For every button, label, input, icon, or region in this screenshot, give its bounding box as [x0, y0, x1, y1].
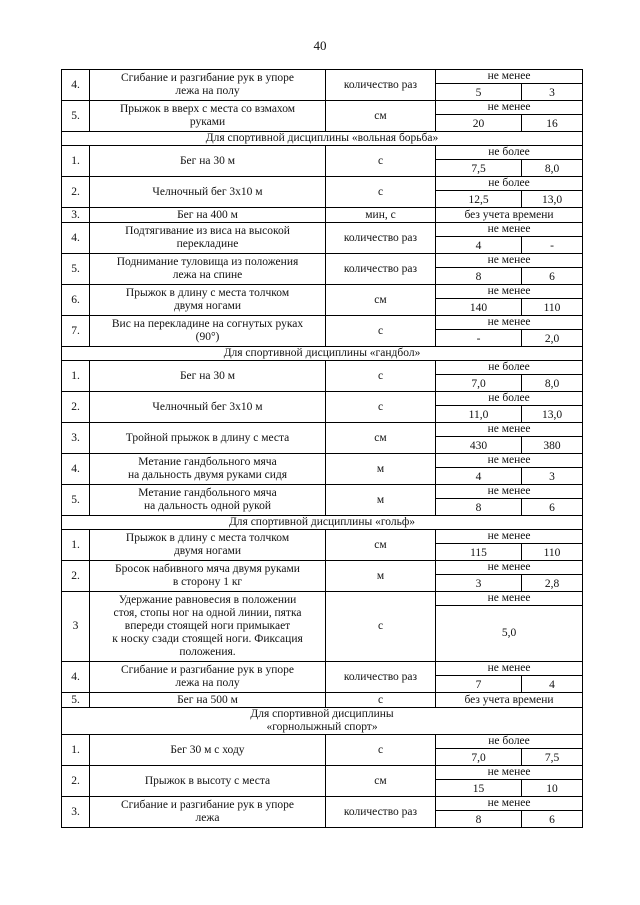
norm-value-girls: 6 — [522, 499, 583, 516]
norm-value-girls: 3 — [522, 84, 583, 101]
exercise-line: к носку сзади стоящей ноги. Фиксация — [112, 633, 303, 645]
row-number: 2. — [62, 392, 90, 423]
unit: с — [326, 316, 436, 347]
table-row — [62, 361, 583, 375]
section-title-text: Для спортивной дисциплины «гольф» — [228, 516, 416, 528]
row-number: 6. — [62, 285, 90, 316]
norm-value-boys: 12,5 — [436, 191, 522, 208]
exercise-line: Метание гандбольного мяча — [138, 487, 277, 499]
norm-condition: не более — [436, 177, 583, 191]
exercise-line: Удержание равновесия в положении — [118, 594, 297, 606]
norm-value-girls: 16 — [522, 115, 583, 132]
unit: см — [326, 423, 436, 454]
exercise-line: Челночный бег 3x10 м — [152, 400, 263, 413]
table-row — [62, 316, 583, 330]
row-number: 7. — [62, 316, 90, 347]
section-title-text: Для спортивной дисциплины «гандбол» — [223, 347, 421, 359]
row-number: 5. — [62, 485, 90, 516]
exercise-line: лежа на полу — [175, 677, 240, 689]
unit: с — [326, 392, 436, 423]
norm-value-girls: - — [522, 237, 583, 254]
norm-value-girls: 2,8 — [522, 575, 583, 592]
norm-value-girls: 13,0 — [522, 406, 583, 423]
norm-condition: не менее — [436, 223, 583, 237]
exercise-line: на дальность двумя руками сидя — [127, 469, 288, 481]
section-header-row — [62, 516, 583, 530]
row-number: 2. — [62, 177, 90, 208]
exercise-line: на дальность одной рукой — [143, 500, 272, 512]
norm-value-boys: 11,0 — [436, 406, 522, 423]
table-row — [62, 485, 583, 499]
exercise-line: лежа — [195, 812, 220, 824]
unit: м — [326, 454, 436, 485]
norm-value-girls: 6 — [522, 811, 583, 828]
exercise-name — [90, 285, 326, 316]
norm-condition: не менее — [436, 561, 583, 575]
norm-condition: не менее — [436, 316, 583, 330]
norm-condition: не менее — [436, 423, 583, 437]
norm-value-girls: 6 — [522, 268, 583, 285]
norm-condition: не менее — [436, 530, 583, 544]
page-number: 40 — [313, 38, 327, 53]
exercise-line: Прыжок в высоту с места — [144, 774, 271, 787]
exercise-name — [90, 208, 326, 223]
row-number: 1. — [62, 530, 90, 561]
exercise-name — [90, 146, 326, 177]
norm-value-boys: 115 — [436, 544, 522, 561]
norm-value-boys: 140 — [436, 299, 522, 316]
exercise-name — [90, 485, 326, 516]
unit: количество раз — [326, 70, 436, 101]
row-number: 1. — [62, 735, 90, 766]
exercise-line: (90°) — [195, 331, 220, 343]
section-title — [62, 708, 583, 735]
table-row — [62, 70, 583, 84]
norm-value-girls: 3 — [522, 468, 583, 485]
exercise-line: Бросок набивного мяча двумя руками — [115, 563, 300, 575]
table-row — [62, 146, 583, 160]
unit: количество раз — [326, 797, 436, 828]
norm-condition: не более — [436, 735, 583, 749]
section-header-row — [62, 132, 583, 146]
norm-value-boys: 4 — [436, 468, 522, 485]
table-row — [62, 693, 583, 708]
norm-condition: не более — [436, 146, 583, 160]
unit: см — [326, 101, 436, 132]
exercise-line: двумя ногами — [173, 300, 242, 312]
exercise-name — [90, 766, 326, 797]
row-number: 1. — [62, 146, 90, 177]
unit: см — [326, 766, 436, 797]
norm-condition: не менее — [436, 70, 583, 84]
norm-note: без учета времени — [436, 693, 583, 708]
exercise-line: Метание гандбольного мяча — [138, 456, 277, 468]
exercise-name — [90, 561, 326, 592]
exercise-name — [90, 423, 326, 454]
table-row — [62, 530, 583, 544]
table-row — [62, 392, 583, 406]
exercise-line: перекладине — [176, 238, 239, 250]
exercise-name — [90, 223, 326, 254]
section-title — [62, 347, 583, 361]
norms-table — [61, 69, 583, 828]
table-row — [62, 592, 583, 606]
exercise-line: двумя ногами — [173, 545, 242, 557]
exercise-line: Прыжок в длину с места толчком — [125, 287, 290, 299]
norm-value-boys: 20 — [436, 115, 522, 132]
table-row — [62, 177, 583, 191]
row-number: 5. — [62, 254, 90, 285]
row-number: 5. — [62, 101, 90, 132]
unit: количество раз — [326, 254, 436, 285]
exercise-line: руками — [189, 116, 226, 128]
norm-value-boys: 7,5 — [436, 160, 522, 177]
exercise-name — [90, 177, 326, 208]
table-row — [62, 561, 583, 575]
norm-condition: не менее — [436, 485, 583, 499]
unit: с — [326, 693, 436, 708]
norm-value-boys: 15 — [436, 780, 522, 797]
row-number: 3. — [62, 423, 90, 454]
table-row — [62, 797, 583, 811]
unit: мин, с — [326, 208, 436, 223]
exercise-name — [90, 392, 326, 423]
unit: м — [326, 561, 436, 592]
exercise-line: Сгибание и разгибание рук в упоре — [121, 799, 294, 811]
norm-value-boys: 8 — [436, 499, 522, 516]
norm-value-boys: - — [436, 330, 522, 347]
norm-condition: не менее — [436, 454, 583, 468]
exercise-name — [90, 101, 326, 132]
exercise-line: Вис на перекладине на согнутых руках — [111, 318, 304, 330]
norm-value-girls: 13,0 — [522, 191, 583, 208]
unit: с — [326, 177, 436, 208]
exercise-line: Поднимание туловища из положения — [116, 256, 299, 268]
exercise-name — [90, 797, 326, 828]
table-row — [62, 101, 583, 115]
unit: см — [326, 530, 436, 561]
exercise-name — [90, 530, 326, 561]
exercise-line: Подтягивание из виса на высокой — [125, 225, 290, 237]
table-row — [62, 423, 583, 437]
row-number: 3. — [62, 208, 90, 223]
exercise-line: Бег на 500 м — [177, 693, 238, 706]
norm-condition: не менее — [436, 285, 583, 299]
norm-condition: не менее — [436, 766, 583, 780]
exercise-line: в сторону 1 кг — [172, 576, 243, 588]
norm-value-boys: 7,0 — [436, 375, 522, 392]
norm-value-boys: 7,0 — [436, 749, 522, 766]
section-title — [62, 132, 583, 146]
unit: количество раз — [326, 662, 436, 693]
exercise-line: впереди стоящей ноги примыкает — [124, 620, 291, 632]
norm-value-girls: 2,0 — [522, 330, 583, 347]
norm-condition: не менее — [436, 662, 583, 676]
norm-value-boys: 3 — [436, 575, 522, 592]
row-number: 4. — [62, 662, 90, 693]
section-title-text: «горнолыжный спорт» — [266, 721, 378, 733]
exercise-line: Челночный бег 3x10 м — [152, 185, 263, 198]
exercise-line: Бег 30 м с ходу — [170, 743, 245, 756]
norm-value-girls: 8,0 — [522, 375, 583, 392]
exercise-name — [90, 592, 326, 662]
exercise-name — [90, 316, 326, 347]
norm-value-girls: 380 — [522, 437, 583, 454]
unit: с — [326, 361, 436, 392]
exercise-name — [90, 693, 326, 708]
norm-value-boys: 430 — [436, 437, 522, 454]
table-row — [62, 285, 583, 299]
table-row — [62, 662, 583, 676]
table-row — [62, 223, 583, 237]
unit: см — [326, 285, 436, 316]
exercise-name — [90, 361, 326, 392]
row-number: 1. — [62, 361, 90, 392]
unit: с — [326, 146, 436, 177]
row-number: 2. — [62, 766, 90, 797]
table-row — [62, 735, 583, 749]
exercise-name — [90, 70, 326, 101]
norm-condition: не более — [436, 392, 583, 406]
row-number: 4. — [62, 454, 90, 485]
exercise-name — [90, 454, 326, 485]
section-header-row — [62, 347, 583, 361]
norm-condition: не менее — [436, 797, 583, 811]
exercise-name — [90, 662, 326, 693]
exercise-line: лежа на спине — [172, 269, 243, 281]
section-title-text: Для спортивной дисциплины — [250, 708, 394, 720]
row-number: 5. — [62, 693, 90, 708]
table-row — [62, 254, 583, 268]
norm-value-boys: 4 — [436, 237, 522, 254]
unit: с — [326, 592, 436, 662]
table-row — [62, 208, 583, 223]
norm-value-girls: 110 — [522, 544, 583, 561]
section-title-text: Для спортивной дисциплины «вольная борьба» — [205, 132, 439, 144]
norm-condition: не менее — [436, 254, 583, 268]
norm-value-girls: 8,0 — [522, 160, 583, 177]
norm-value-girls: 4 — [522, 676, 583, 693]
norm-condition: не менее — [436, 592, 583, 606]
norm-value-boys: 8 — [436, 268, 522, 285]
norm-value-girls: 7,5 — [522, 749, 583, 766]
exercise-line: положения. — [179, 646, 236, 658]
norm-value-boys: 5 — [436, 84, 522, 101]
section-title — [62, 516, 583, 530]
exercise-line: Сгибание и разгибание рук в упоре — [121, 72, 294, 84]
unit: количество раз — [326, 223, 436, 254]
norm-value-boys: 8 — [436, 811, 522, 828]
exercise-name — [90, 254, 326, 285]
norm-value-girls: 10 — [522, 780, 583, 797]
exercise-line: Бег на 30 м — [179, 154, 236, 167]
exercise-name — [90, 735, 326, 766]
exercise-line: Бег на 30 м — [179, 369, 236, 382]
exercise-line: лежа на полу — [175, 85, 240, 97]
norm-value-girls: 110 — [522, 299, 583, 316]
unit: м — [326, 485, 436, 516]
norm-value-boys: 7 — [436, 676, 522, 693]
unit: с — [326, 735, 436, 766]
norm-condition: не менее — [436, 101, 583, 115]
exercise-line: Прыжок в длину с места толчком — [125, 532, 290, 544]
exercise-line: Тройной прыжок в длину с места — [125, 431, 290, 444]
exercise-line: Прыжок в вверх с места со взмахом — [119, 103, 296, 115]
exercise-line: стоя, стопы ног на одной линии, пятка — [113, 607, 302, 619]
row-number: 2. — [62, 561, 90, 592]
row-number: 3 — [62, 592, 90, 662]
section-header-row — [62, 708, 583, 735]
row-number: 3. — [62, 797, 90, 828]
norm-value: 5,0 — [436, 606, 583, 662]
norm-condition: не более — [436, 361, 583, 375]
row-number: 4. — [62, 223, 90, 254]
exercise-line: Сгибание и разгибание рук в упоре — [121, 664, 294, 676]
table-row — [62, 454, 583, 468]
table-row — [62, 766, 583, 780]
row-number: 4. — [62, 70, 90, 101]
norm-note: без учета времени — [436, 208, 583, 223]
exercise-line: Бег на 400 м — [177, 208, 238, 221]
